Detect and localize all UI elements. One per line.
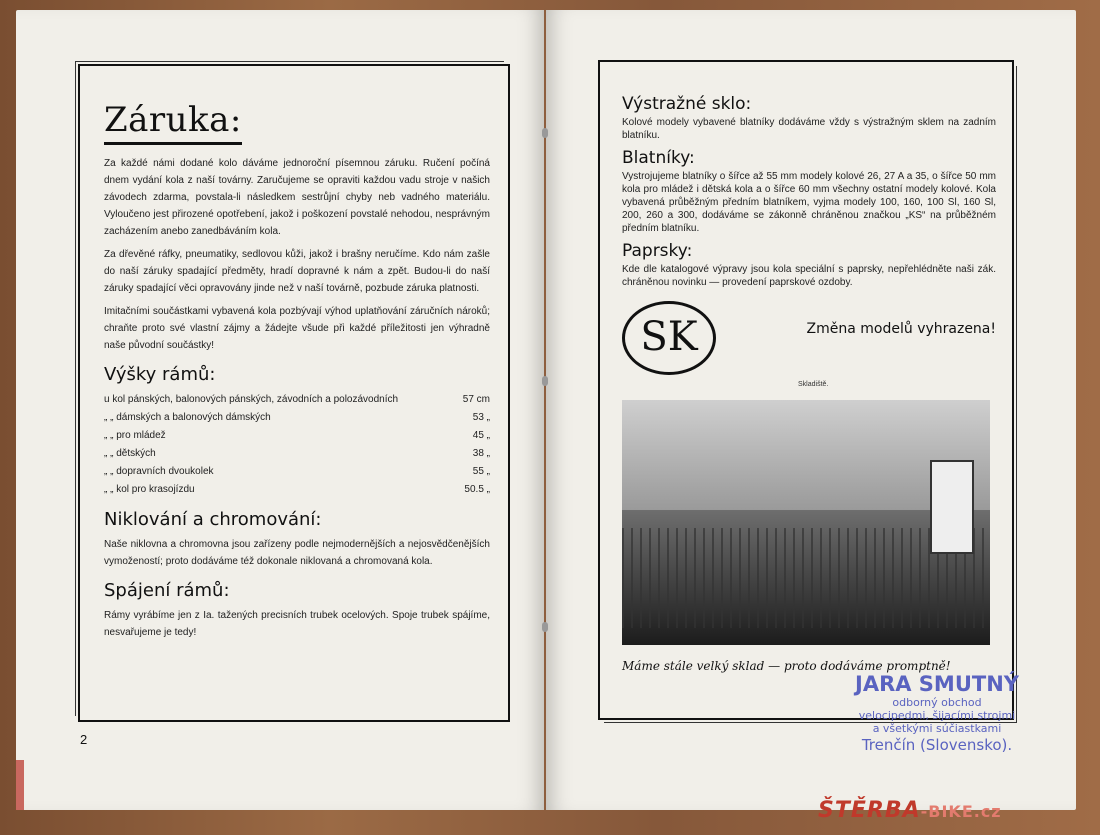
dealer-stamp: [822, 672, 1052, 755]
fenders-text: Vystrojujeme blatníky o šířce až 55 mm modely kolové 26, 27 A a 35, o šířce 50 mm kola pro mládež i dětská kola a o šířce 60 mm všechny ostatní modely kolové. Kola vybavená průběžným předním blatníkem, vyjma modely 100, 160, 100 Sl, 160 Sl, 200, 260 a 300, dodáváme se zákonně chráněnou značkou „KS“ na průběžném předním blatníku.: [622, 171, 996, 234]
left-page: [16, 10, 544, 810]
logo-row: [622, 301, 996, 381]
height-row: „ „ kol pro krasojízdu 50.5 „: [104, 484, 490, 495]
spokes-text: Kde dle katalogové výpravy jsou kola speciální s paprsky, nepřehlédněte naši zák. chráněnou novinku — provedení paprskové ozdoby.: [622, 264, 996, 288]
stamp-line-2: velocipedmi, šijacími strojmi: [858, 709, 1016, 722]
warehouse-photo: [622, 400, 990, 645]
binding-stitch: [542, 128, 548, 138]
height-row: „ „ dětských 38 „: [104, 448, 490, 459]
right-content: [622, 90, 996, 673]
height-row: „ „ dopravních dvoukolek 55 „: [104, 466, 490, 477]
warning-glass-title: Výstražné sklo:: [622, 94, 752, 114]
warranty-title: Záruka:: [104, 100, 242, 145]
warranty-paragraph-3: Imitačními součástkami vybavená kola pozbývají výhod uplatňování záručních nároků; chraňte proto své vlastní zájmy a žádejte všude při každé příležitosti jen výhradně naše původní součástky!: [104, 306, 490, 351]
right-frame: [598, 60, 1014, 720]
stamp-city: Trenčín (Slovensko).: [861, 736, 1013, 754]
left-content: [104, 94, 490, 647]
binding-stitch: [542, 622, 548, 632]
height-row: u kol pánských, balonových pánských, závodních a polozávodních 57 cm: [104, 394, 490, 405]
joining-text: Rámy vyrábíme jen z Ia. tažených precisních trubek ocelových. Spoje trubek spájíme, nesvařujeme je tedy!: [104, 610, 490, 638]
watermark-suffix: -BIKE.cz: [920, 802, 1002, 821]
warning-glass-text: Kolové modely vybavené blatníky dodáváme vždy s výstražným sklem na zadním blatníku.: [622, 117, 996, 141]
left-frame: [78, 64, 510, 722]
height-row: „ „ pro mládež 45 „: [104, 430, 490, 441]
plating-title: Niklování a chromování:: [104, 509, 322, 530]
model-change-note: Změna modelů vyhrazena!: [806, 321, 996, 337]
height-row: „ „ dámských a balonových dámských 53 „: [104, 412, 490, 423]
joining-title: Spájení rámů:: [104, 580, 230, 601]
page-number: 2: [80, 732, 88, 747]
stock-note: Máme stále velký sklad — proto dodáváme promptně!: [622, 659, 951, 673]
warranty-paragraph-1: Za každé námi dodané kolo dáváme jednoroční písemnou záruku. Ručení počíná dnem vydání kola z naší továrny. Zaručujeme se opraviti každou vadu stroje v našich závodech zdarma, povstala-li následkem sestrůjní chyby neb vadného materiálu. Vyloučeno jest přirozené opotřebení, jakož i poškození povstalé nehodou, nesprávným zacházením anebo zanedbáváním kola.: [104, 158, 490, 237]
spokes-title: Paprsky:: [622, 241, 693, 261]
warranty-paragraph-2: Za dřevěné ráfky, pneumatiky, sedlovou kůži, jakož i brašny neručíme. Kdo nám zašle do naší záruky spadající předměty, hradí dopravné k nám a zpět. Budou-li do naší záruky spadající věci opravovány jinde než v naší továrně, pozbude záruka platnosti.: [104, 249, 490, 294]
plating-text: Naše niklovna a chromovna jsou zařízeny podle nejmodernějších a nejosvědčenějších vymožeností; proto dodáváme též dokonale niklovaná a chromovaná kola.: [104, 539, 490, 567]
cover-edge: [16, 760, 24, 810]
stamp-line-1: odborný obchod: [892, 696, 982, 709]
fenders-title: Blatníky:: [622, 148, 695, 168]
binding-stitch: [542, 376, 548, 386]
stamp-line-3: a všetkými súčiastkami: [872, 722, 1002, 735]
watermark: [818, 798, 1002, 823]
photo-caption: Skladiště.: [798, 381, 829, 388]
frame-heights-title: Výšky rámů:: [104, 364, 216, 385]
stamp-name: JARA SMUTNÝ: [855, 672, 1019, 696]
frame-heights-table: [104, 391, 490, 499]
sk-logo-icon: SK: [622, 301, 716, 375]
watermark-brand: ŠTĚRBA: [818, 798, 921, 823]
